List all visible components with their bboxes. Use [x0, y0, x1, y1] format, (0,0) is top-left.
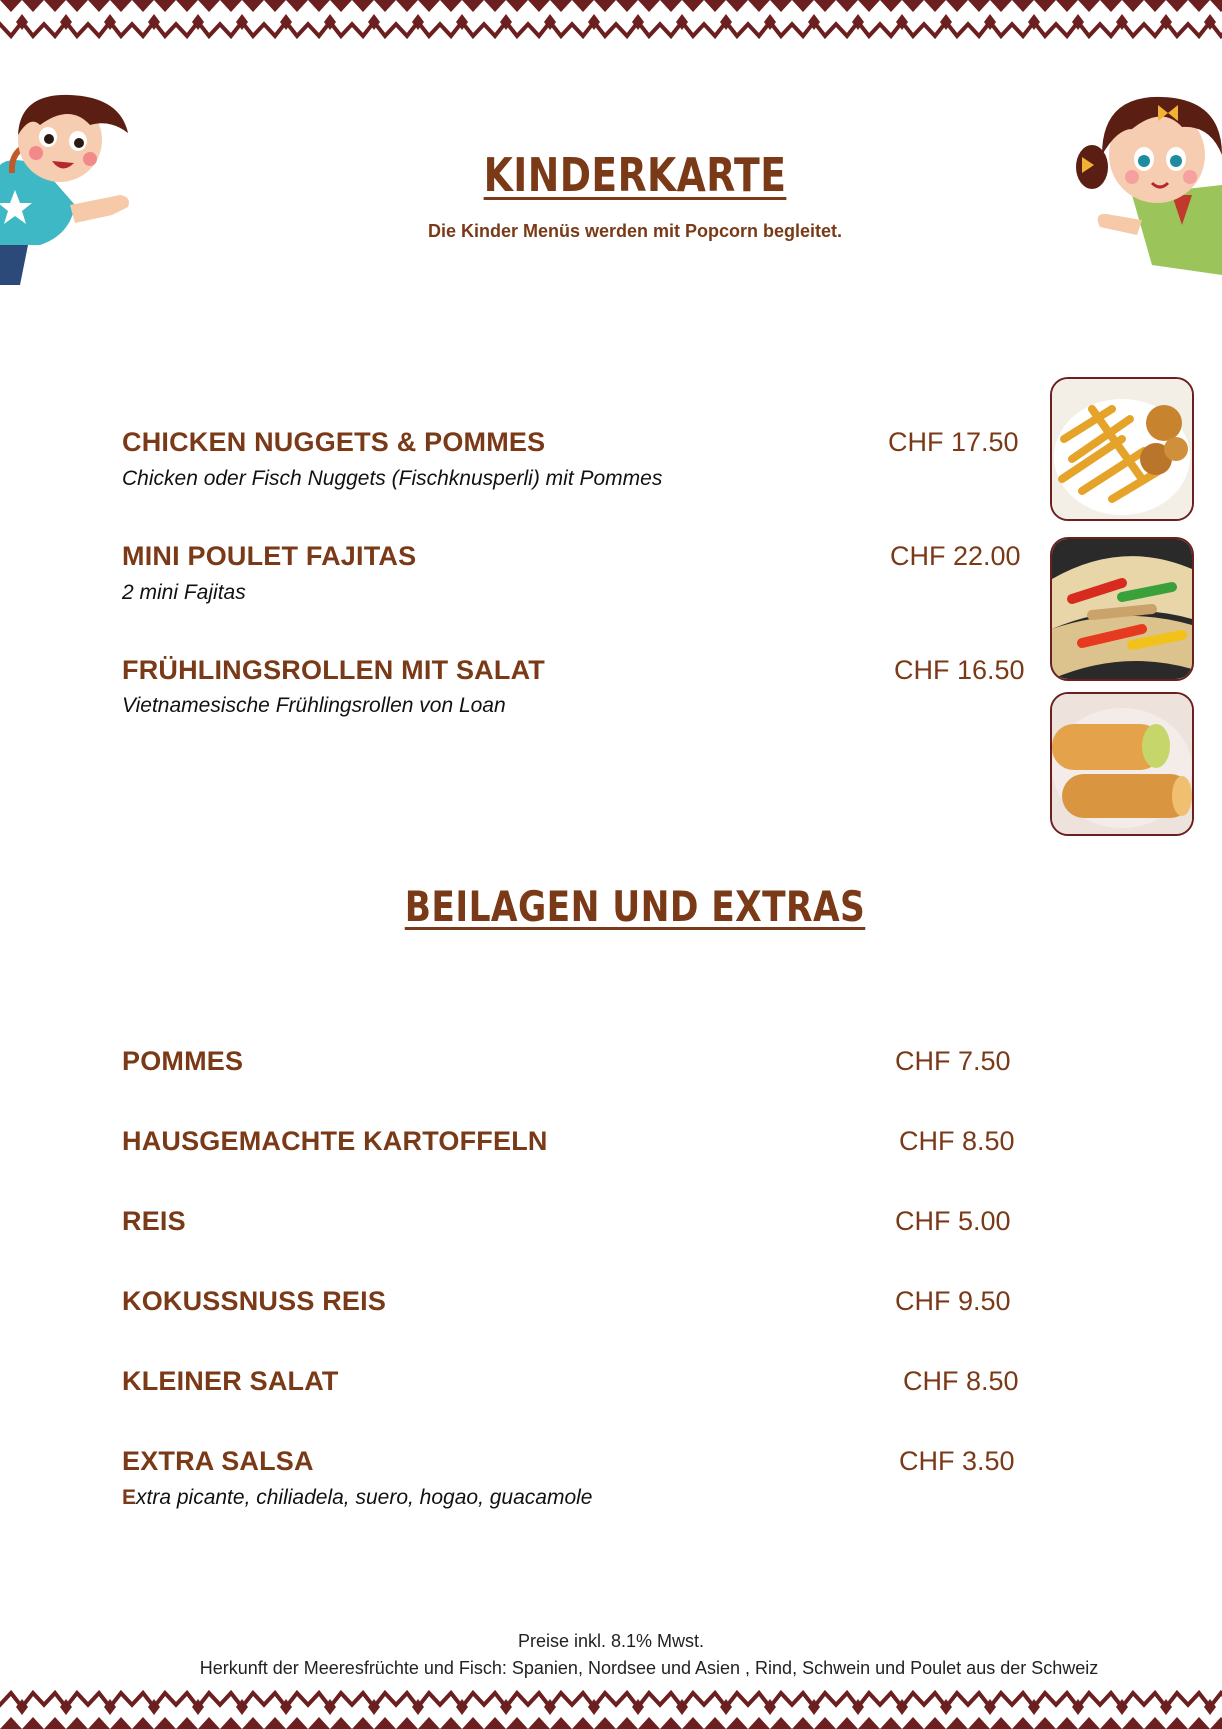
menu-item-name: CHICKEN NUGGETS & POMMES: [122, 427, 546, 457]
extra-item-price: CHF 3.50: [899, 1446, 1015, 1476]
zigzag-border-bottom: [0, 1687, 1222, 1729]
description-initial: E: [122, 1486, 137, 1509]
menu-subtitle: Die Kinder Menüs werden mit Popcorn begleitet.: [427, 221, 843, 241]
extra-item-name: HAUSGEMACHTE KARTOFFELN: [122, 1126, 548, 1156]
zigzag-border-top: [0, 0, 1222, 42]
extra-item-price: CHF 8.50: [903, 1366, 1019, 1396]
menu-item-name: MINI POULET FAJITAS: [122, 541, 417, 571]
extra-item-price: CHF 5.00: [895, 1206, 1011, 1236]
nuggets-fries-photo: [1050, 377, 1194, 521]
menu-item-description: 2 mini Fajitas: [122, 581, 246, 604]
extra-item-name: POMMES: [122, 1046, 244, 1076]
extra-item-price: CHF 7.50: [895, 1046, 1011, 1076]
page-title: KINDERKARTE: [483, 148, 787, 202]
menu-item-price: CHF 17.50: [888, 427, 1019, 457]
extra-item-name: KOKUSSNUSS REIS: [122, 1286, 387, 1316]
extra-item-price: CHF 9.50: [895, 1286, 1011, 1316]
vat-note: Preise inkl. 8.1% Mwst.: [517, 1631, 705, 1651]
fajitas-photo: [1050, 537, 1194, 681]
menu-item-description: Chicken oder Fisch Nuggets (Fischknusperli) mit Pommes: [122, 467, 663, 490]
extra-item-name: REIS: [122, 1206, 186, 1236]
menu-item-price: CHF 22.00: [890, 541, 1021, 571]
menu-item-description: Vietnamesische Frühlingsrollen von Loan: [122, 694, 506, 717]
extra-item-name: EXTRA SALSA: [122, 1446, 314, 1476]
extra-item-price: CHF 8.50: [899, 1126, 1015, 1156]
extra-item-description: [122, 1486, 592, 1510]
menu-item-price: CHF 16.50: [894, 655, 1025, 685]
section-title-extras: BEILAGEN UND EXTRAS: [404, 882, 866, 931]
spring-rolls-photo: [1050, 692, 1194, 836]
menu-item-name: FRÜHLINGSROLLEN MIT SALAT: [122, 655, 545, 685]
description-rest: xtra picante, chiliadela, suero, hogao, guacamole: [136, 1486, 593, 1509]
origin-note: Herkunft der Meeresfrüchte und Fisch: Spanien, Nordsee und Asien , Rind, Schwein und Poulet aus der Schweiz: [199, 1658, 1099, 1678]
extra-item-name: KLEINER SALAT: [122, 1366, 339, 1396]
